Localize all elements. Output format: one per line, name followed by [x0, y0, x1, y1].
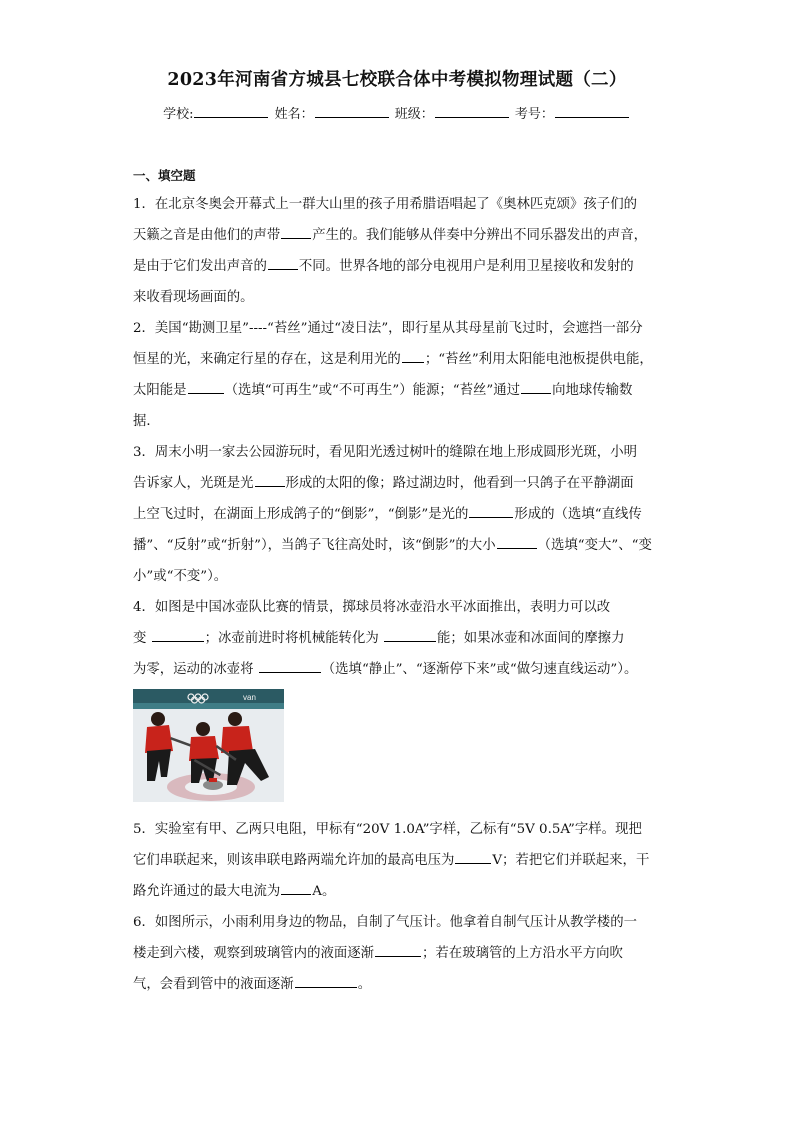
q5-line-3	[133, 880, 335, 899]
number-blank[interactable]	[555, 105, 629, 118]
q2-text: ；“苔丝”利用太阳能电池板提供电能，	[424, 352, 653, 367]
name-label: 姓名：	[274, 107, 314, 122]
curling-photo	[133, 689, 284, 802]
q6-text: 楼走到六楼，观察到玻璃管内的液面逐渐	[133, 946, 375, 961]
curling-stone-handle	[209, 778, 217, 782]
q6-line-1: 6．如图所示，小雨利用身边的物品，自制了气压计。他拿着自制气压计从教学楼的一	[133, 915, 637, 930]
q5-text: 它们串联起来，则该串联电路两端允许加的最高电压为	[133, 853, 455, 868]
q3-blank-2[interactable]	[469, 505, 513, 518]
curling-illustration	[133, 689, 284, 802]
q1-line-3	[133, 255, 634, 274]
q5-blank-2[interactable]	[281, 882, 311, 895]
q3-line-3	[133, 503, 642, 522]
q6-blank-1[interactable]	[375, 944, 421, 957]
q6-text: ；若在玻璃管的上方沿水平方向吹	[422, 946, 623, 961]
q2-text: 恒星的光，来确定行星的存在，这是利用光的	[133, 352, 401, 367]
q6-line-3	[133, 973, 371, 992]
q1-text: 是由于它们发出声音的	[133, 259, 267, 274]
q4-text: 变	[133, 631, 147, 646]
q3-line-4	[133, 534, 652, 553]
q5-blank-1[interactable]	[455, 851, 491, 864]
q4-text: （选填“静止”、“逐渐停下来”或“做匀速直线运动”）。	[321, 662, 638, 677]
q4-blank-1[interactable]	[152, 629, 204, 642]
q2-line-2	[133, 348, 653, 367]
number-label: 考号：	[514, 107, 554, 122]
q2-blank-1[interactable]	[402, 350, 424, 363]
school-blank[interactable]	[194, 105, 268, 118]
q2-line-1: 2．美国“勘测卫星”----“苔丝”通过“凌日法”，即行星从其母星前飞过时，会遮挡一部分	[133, 321, 643, 336]
school-label: 学校:	[163, 107, 194, 122]
student-info-line	[0, 103, 794, 122]
q1-text: 产生的。我们能够从伴奏中分辨出不同乐器发出的声音，	[312, 228, 648, 243]
q4-text: ；冰壶前进时将机械能转化为	[204, 631, 379, 646]
q3-text: 上空飞过时，在湖面上形成鸽子的“倒影”，“倒影”是光的	[133, 507, 469, 522]
q4-blank-3[interactable]	[259, 660, 321, 673]
q4-line-2	[133, 627, 624, 646]
q2-line-4: 据．	[133, 414, 160, 429]
q2-text: （选填“可再生”或“不可再生”）能源；“苔丝”通过	[224, 383, 521, 398]
q3-text: 播”、“反射”或“折射”），当鸽子飞往高处时，该“倒影”的大小	[133, 538, 496, 553]
q3-line-5: 小”或“不变”）。	[133, 569, 228, 584]
q6-line-2	[133, 942, 623, 961]
q1-line-1: 1．在北京冬奥会开幕式上一群大山里的孩子用希腊语唱起了《奥林匹克颂》孩子们的	[133, 197, 637, 212]
class-blank[interactable]	[435, 105, 509, 118]
q4-text: 为零，运动的冰壶将	[133, 662, 254, 677]
q3-text: （选填“变大”、“变	[537, 538, 652, 553]
q2-blank-2[interactable]	[188, 381, 224, 394]
q2-line-3	[133, 379, 632, 398]
q1-text: 不同。世界各地的部分电视用户是利用卫星接收和发射的	[298, 259, 634, 274]
q3-blank-1[interactable]	[255, 474, 285, 487]
q4-line-1: 4．如图是中国冰壶队比赛的情景，掷球员将冰壶沿水平冰面推出，表明力可以改	[133, 600, 611, 615]
section-heading: 一、填空题	[133, 168, 196, 183]
q6-blank-2[interactable]	[295, 975, 357, 988]
q2-blank-3[interactable]	[521, 381, 551, 394]
q1-text: 天籁之音是由他们的声带	[133, 228, 281, 243]
q1-line-4: 来收看现场画面的。	[133, 290, 254, 305]
q3-line-1: 3．周末小明一家去公园游玩时，看见阳光透过树叶的缝隙在地上形成圆形光斑，小明	[133, 445, 637, 460]
q5-text: A。	[312, 884, 336, 899]
q6-text: 气，会看到管中的液面逐渐	[133, 977, 294, 992]
q5-line-1: 5．实验室有甲、乙两只电阻，甲标有“20V 1.0A”字样，乙标有“5V 0.5A”字样。现把	[133, 822, 642, 837]
q3-text: 告诉家人，光斑是光	[133, 476, 254, 491]
q1-blank-1[interactable]	[281, 226, 311, 239]
q3-blank-3[interactable]	[497, 536, 537, 549]
q1-blank-2[interactable]	[268, 257, 298, 270]
board-text: van	[243, 693, 256, 702]
q3-line-2	[133, 472, 634, 491]
q2-text: 向地球传输数	[552, 383, 633, 398]
arena-board-stripe	[133, 703, 284, 709]
class-label: 班级：	[394, 107, 434, 122]
exam-title: 2023年河南省方城县七校联合体中考模拟物理试题（二）	[167, 70, 627, 90]
q5-line-2	[133, 849, 649, 868]
q4-blank-2[interactable]	[384, 629, 436, 642]
q1-line-2	[133, 224, 647, 243]
q5-text: 路允许通过的最大电流为	[133, 884, 281, 899]
q5-text: V；若把它们并联起来，干	[492, 853, 650, 868]
q2-text: 太阳能是	[133, 383, 187, 398]
q3-text: 形成的太阳的像；路过湖边时，他看到一只鸽子在平静湖面	[285, 476, 634, 491]
q3-text: 形成的（选填“直线传	[514, 507, 642, 522]
q4-line-3	[133, 658, 637, 677]
name-blank[interactable]	[315, 105, 389, 118]
q6-text: 。	[357, 977, 372, 992]
q4-text: 能；如果冰壶和冰面间的摩擦力	[437, 631, 625, 646]
